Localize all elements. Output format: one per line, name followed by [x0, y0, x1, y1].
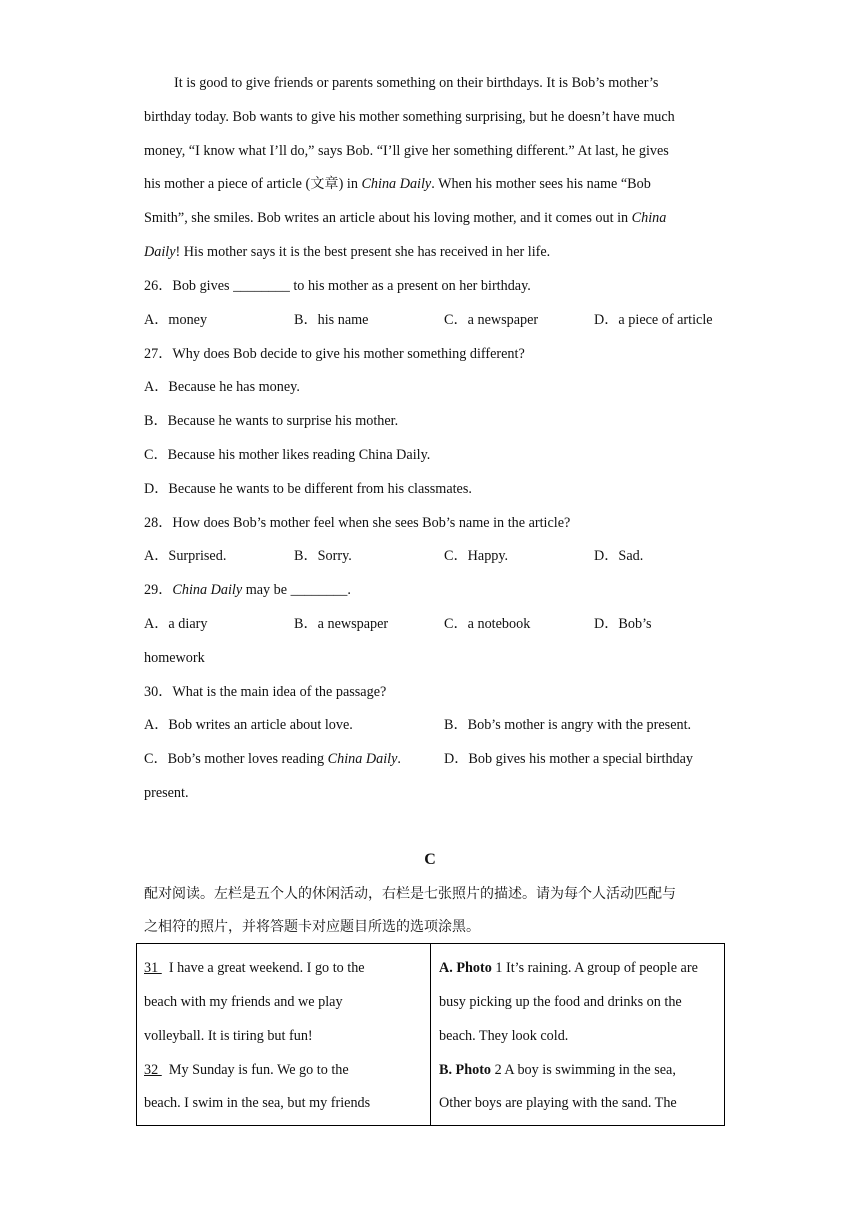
item-31-line-1 — [144, 959, 365, 977]
q29-option-a[interactable]: A．a diary — [144, 616, 208, 632]
passage-line-4-italic: China Daily — [361, 176, 432, 192]
q30-stem: 30．What is the main idea of the passage? — [144, 684, 387, 700]
q30-option-c-italic: China Daily — [327, 751, 398, 767]
photo-a-text-1: 1 It’s raining. A group of people are — [491, 960, 698, 976]
item-32-blank[interactable]: 32 — [144, 1062, 162, 1078]
photo-b-text-1: 2 A boy is swimming in the sea, — [491, 1062, 676, 1078]
q30-option-d[interactable]: D．Bob gives his mother a special birthday — [444, 751, 694, 767]
passage-line-5 — [144, 209, 666, 227]
passage-line-6-text-b: ! His mother says it is the best present she has received in her life. — [175, 244, 551, 260]
q29-stem-rest: may be ________. — [242, 582, 351, 598]
matching-table — [136, 943, 725, 1126]
q29-option-b[interactable]: B．a newspaper — [294, 616, 389, 632]
q26-option-a[interactable]: A．money — [144, 312, 208, 328]
photo-b-line-1 — [439, 1061, 676, 1079]
passage-line-4-text-a: his mother a piece of article (文章) in — [144, 176, 362, 192]
q26-option-c[interactable]: C．a newspaper — [444, 312, 539, 328]
item-32-text-1: My Sunday is fun. We go to the — [168, 1062, 349, 1078]
passage-line-5-text-a: Smith”, she smiles. Bob writes an article about his loving mother, and it comes out in — [144, 210, 632, 226]
q26-option-d[interactable]: D．a piece of article — [594, 312, 713, 328]
photo-b-label: B. Photo — [439, 1062, 492, 1078]
photo-a-line-1 — [439, 959, 698, 977]
q26-option-b[interactable]: B．his name — [294, 312, 369, 328]
passage-line-2: birthday today. Bob wants to give his mother something surprising, but he doesn’t have much — [144, 109, 675, 125]
q28-option-b[interactable]: B．Sorry. — [294, 548, 352, 564]
matching-right-column — [431, 944, 725, 1126]
q30-option-c-text-a: C．Bob’s mother loves reading — [144, 751, 328, 767]
q30-option-a[interactable]: A．Bob writes an article about love. — [144, 717, 353, 733]
item-31-line-3: volleyball. It is tiring but fun! — [144, 1028, 313, 1044]
q27-option-c[interactable]: C．Because his mother likes reading China Daily. — [144, 447, 431, 463]
q27-option-b[interactable]: B．Because he wants to surprise his mother. — [144, 413, 399, 429]
q30-option-b[interactable]: B．Bob’s mother is angry with the present. — [444, 717, 692, 733]
passage-line-1: It is good to give friends or parents something on their birthdays. It is Bob’s mother’s — [174, 75, 659, 91]
q29-stem-italic: China Daily — [172, 582, 243, 598]
passage-line-6 — [144, 243, 550, 261]
photo-a-line-2: busy picking up the food and drinks on the — [439, 994, 682, 1010]
passage-line-4-text-b: . When his mother sees his name “Bob — [431, 176, 651, 192]
photo-b-line-2: Other boys are playing with the sand. The — [439, 1095, 677, 1111]
passage-line-4 — [144, 175, 651, 193]
q30-option-c-text-b: . — [397, 751, 401, 767]
q30-option-c[interactable] — [144, 750, 401, 768]
section-c-title: C — [424, 851, 436, 868]
q27-option-a[interactable]: A．Because he has money. — [144, 379, 300, 395]
passage-line-5-italic: China — [631, 210, 667, 226]
q26-stem: 26．Bob gives ________ to his mother as a present on her birthday. — [144, 278, 531, 294]
item-31-blank[interactable]: 31 — [144, 960, 162, 976]
item-31-text-1: I have a great weekend. I go to the — [168, 960, 365, 976]
q29-option-d[interactable]: D．Bob’s — [594, 616, 652, 632]
q29-stem-number: 29． — [144, 582, 173, 598]
q28-option-c[interactable]: C．Happy. — [444, 548, 509, 564]
q30-option-d-wrap: present. — [144, 785, 189, 801]
section-c-instruction-2: 之相符的照片，并将答题卡对应题目所选的选项涂黑。 — [144, 919, 480, 935]
passage-line-6-italic: Daily — [144, 244, 176, 260]
photo-a-label: A. Photo — [439, 960, 492, 976]
q27-option-d[interactable]: D．Because he wants to be different from his classmates. — [144, 481, 472, 497]
passage-line-3: money, “I know what I’ll do,” says Bob. “I’ll give her something different.” At last, he gives — [144, 143, 669, 159]
q27-stem: 27．Why does Bob decide to give his mother something different? — [144, 346, 525, 362]
item-32-line-2: beach. I swim in the sea, but my friends — [144, 1095, 371, 1111]
q28-option-d[interactable]: D．Sad. — [594, 548, 644, 564]
q28-option-a[interactable]: A．Surprised. — [144, 548, 227, 564]
q29-option-d-wrap: homework — [144, 650, 205, 666]
item-31-line-2: beach with my friends and we play — [144, 994, 343, 1010]
q28-stem: 28．How does Bob’s mother feel when she sees Bob’s name in the article? — [144, 515, 571, 531]
q29-option-c[interactable]: C．a notebook — [444, 616, 531, 632]
q29-stem — [144, 581, 351, 599]
matching-left-column — [137, 944, 431, 1126]
photo-a-line-3: beach. They look cold. — [439, 1028, 569, 1044]
section-c-instruction-1: 配对阅读。左栏是五个人的休闲活动，右栏是七张照片的描述。请为每个人活动匹配与 — [144, 886, 676, 902]
item-32-line-1 — [144, 1061, 349, 1079]
